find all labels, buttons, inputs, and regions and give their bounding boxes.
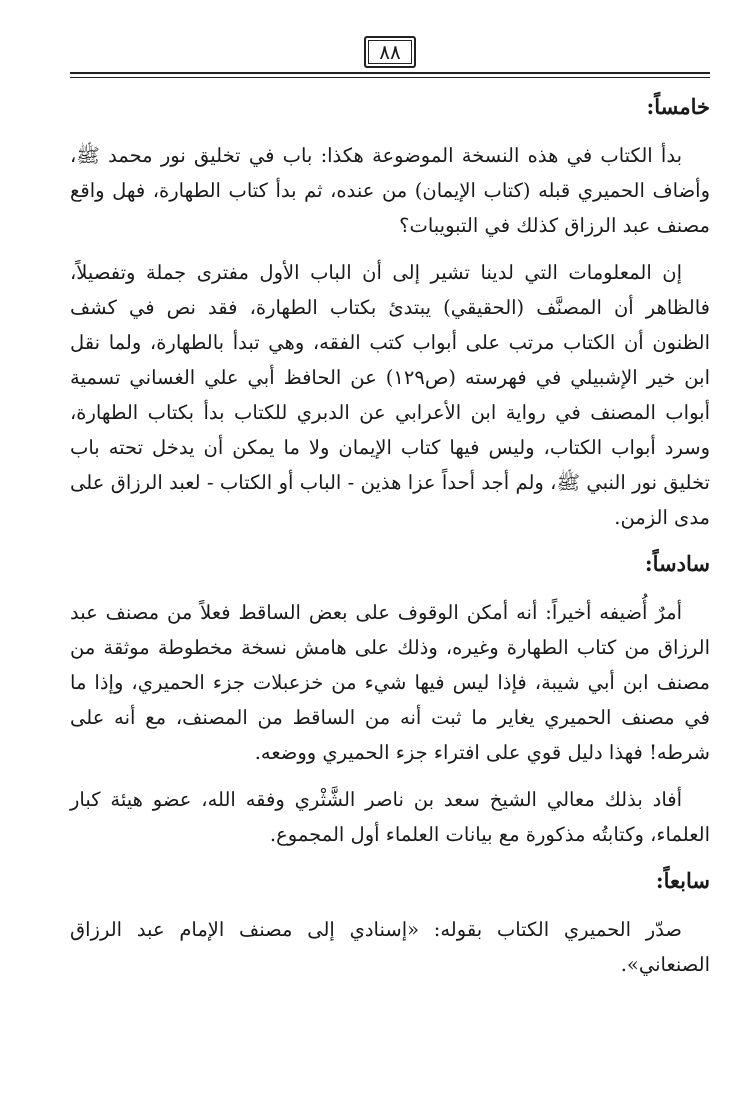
- section-heading: خامساً:: [646, 94, 710, 119]
- section-heading: سابعاً:: [655, 868, 710, 893]
- section-sixth: [70, 547, 710, 852]
- page-number: ٨٨: [364, 36, 416, 68]
- header-rule-thin: [70, 77, 710, 78]
- book-page: [70, 30, 710, 1090]
- paragraph: إن المعلومات التي لدينا تشير إلى أن الباب الأول مفترى جملة وتفصيلاً، فالظاهر أن المصنَّف (الحقيقي) يبتدئ بكتاب الطهارة، فقد نص في كشف الظنون أن الكتاب مرتب على أبواب كتب الفقه، وهي تبدأ بالطهارة، ولما نقل ابن خير الإشبيلي في فهرسته (ص١٢٩) عن الحافظ أبي علي الغساني تسمية أبواب المصنف في رواية ابن الأعرابي عن الدبري للكتاب بدأ بكتاب الطهارة، وسرد أبواب الكتاب، وليس فيها كتاب الإيمان ولا ما يمكن أن يدخل تحته باب تخليق نور النبي ﷺ، ولم أجد أحداً عزا هذين - الباب أو الكتاب - لعبد الرزاق على مدى الزمن.: [70, 261, 710, 529]
- paragraph: صدّر الحميري الكتاب بقوله: «إسنادي إلى مصنف الإمام عبد الرزاق الصنعاني».: [70, 918, 710, 976]
- paragraph: بدأ الكتاب في هذه النسخة الموضوعة هكذا: باب في تخليق نور محمد ﷺ، وأضاف الحميري قبله (كتاب الإيمان) من عنده، ثم بدأ كتاب الطهارة، فهل واقع مصنف عبد الرزاق كذلك في التبويبات؟: [70, 144, 710, 237]
- section-heading: سادساً:: [644, 551, 710, 576]
- header-rule: [70, 72, 710, 74]
- paragraph: أمرٌ أُضيفه أخيراً: أنه أمكن الوقوف على بعض الساقط فعلاً من مصنف عبد الرزاق من كتاب الطهارة وغيره، وذلك على هامش نسخة مخطوطة موثقة من مصنف ابن أبي شيبة، فإذا ليس فيها شيء من خزعبلات جزء الحميري، وإذا ما في مصنف الحميري يغاير ما ثبت أنه من الساقط من المصنف، مع أنه على شرطه! فهذا دليل قوي على افتراء جزء الحميري ووضعه.: [70, 601, 710, 764]
- section-seventh: [70, 864, 710, 982]
- section-fifth: [70, 90, 710, 535]
- page-header: [70, 30, 710, 82]
- paragraph: أفاد بذلك معالي الشيخ سعد بن ناصر الشَّثْري وفقه الله، عضو هيئة كبار العلماء، وكتابتُه مذكورة مع بيانات العلماء أول المجموع.: [70, 788, 710, 846]
